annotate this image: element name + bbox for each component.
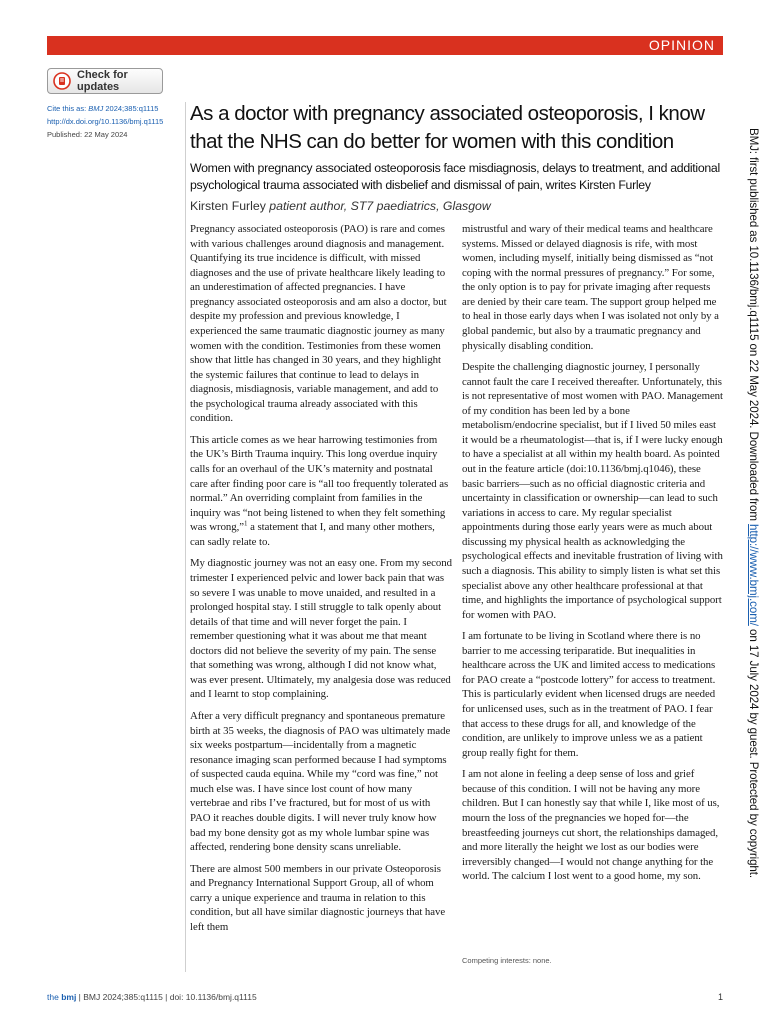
sidenote-text: on 17 July 2024 by guest. Protected by copyright. (747, 625, 760, 879)
cite-label: Cite this as: (47, 104, 89, 113)
paragraph: Despite the challenging diagnostic journey, I personally cannot fault the care I received thereafter. Unfortunately, this is not representative of most women with PAO. Management of my condition has been led by a bone metabolism/endocrine specialist, but if I lived 50 miles east it would be a rheumatologist—that is, if I were lucky enough to have a specialist at all within my health board. As pointed out in the feature article (doi:10.1136/bmj.q1046), these basic barriers—such as no official diagnostic criteria and uncertainty in classification or ownership—can lead to such variations in access to care. My regular specialist appointments during those early years were as much about discussing my physical health as acknowledging the psychological effects and inevitable frustration of living with such a diagnosis. This ability to simply listen is what set this specialist above any other healthcare professional at that time, and highlights the importance of psychological support for women with PAO. (462, 361, 723, 621)
byline (190, 199, 720, 213)
paragraph-text: a statement that I, and many other mothers, can sadly relate to. (190, 521, 435, 548)
paragraph: I am not alone in feeling a deep sense of loss and grief because of this condition. I will not be having any more children. But I can honestly say that while I, like most of us, mourn the loss of the pregnancies we hoped for—the breastfeeding journeys cut short, the relationships damaged, and more literally the height we lost as our bodies were irreversibly changed—I would not change anything for the world. The calcium I lost went to a good home, my son. (462, 768, 720, 883)
published-date: Published: 22 May 2024 (47, 130, 128, 139)
page-footer (47, 992, 257, 1002)
author-name: Kirsten Furley (190, 199, 266, 213)
check-for-updates-button[interactable] (47, 68, 163, 94)
body-column-left (190, 222, 452, 941)
paragraph: Pregnancy associated osteoporosis (PAO) is rare and comes with various challenges around diagnosis and management. Quantifying its true incidence is difficult, with missed diagnoses and the use of private healthcare likely leading to an underestimation of affected pregnancies. I have pregnancy associated osteoporosis and am also a doctor, but despite my profession and previous knowledge, I experienced the same traumatic diagnostic journey as many women with the condition. Testimonies from these women show that little has changed in 30 years, and they highlight the systemic failures that continue to lead to delays in diagnosis, misdiagnosis, variable management, and add to the psychological trauma already associated with this condition. (190, 223, 447, 425)
page-number: 1 (718, 992, 724, 1002)
paragraph-text: This article comes as we hear harrowing testimonies from the UK’s Birth Trauma inquiry. This long overdue inquiry calls for an overhaul of the UK’s maternity and postnatal care after finding poor care is “all too frequently tolerated as normal.” An overriding complaint from families in the inquiry was “not being listened to when they felt something was wrong,” (190, 433, 449, 534)
paragraph: There are almost 500 members in our private Osteoporosis and Pregnancy International Support Group, all of whom carry a unique experience and trauma in relation to this condition, but all have similar diagnostic journeys that have left them (190, 862, 446, 933)
section-label: OPINION (648, 37, 715, 53)
section-banner (47, 36, 723, 55)
cite-journal[interactable]: BMJ (88, 104, 104, 113)
article-title: As a doctor with pregnancy associated osteoporosis, I know that the NHS can do better for women with this condition (190, 102, 705, 153)
reference-marker[interactable]: 1 (244, 519, 248, 528)
sidenote-text: BMJ: first published as 10.1136/bmj.q1115 on 22 May 2024. Downloaded from (747, 128, 760, 525)
article-standfirst: Women with pregnancy associated osteoporosis face misdiagnosis, delays to treatment, and additional psychological trauma associated with disbelief and dismissal of pain, writes Kirsten Furley (190, 161, 720, 192)
column-divider (185, 102, 186, 972)
footer-citation: | BMJ 2024;385:q1115 | doi: 10.1136/bmj.q1115 (76, 992, 257, 1002)
brand-logo: bmj (61, 992, 77, 1002)
paragraph: I am fortunate to be living in Scotland where there is no barrier to me accessing teriparatide. But inequalities in healthcare across the UK and limited access to medications for PAO create a “postcode lottery” for access to treatment. This is particularly evident when licensed drugs are needed for unlicensed uses, such as in the treatment of PAO. I fear that access to these drugs for all, and knowledge of the condition, are unlikely to improve unless we as a patient group really fight for them. (462, 630, 716, 759)
paragraph: My diagnostic journey was not an easy one. From my second trimester I experienced pelvic and lower back pain that was so severe I was unable to move unaided, and resulted in a prolonged hospital stay. I still struggle to talk openly about details of that time and will never forget the pain. I remember questioning what it was about me that meant doctors did not believe the severity of my pain. The sense that something was wrong, although I did not know what, was ever present. Ultimately, my analgesia dose was reduced and I learnt to stop complaining. (190, 557, 452, 701)
cite-ref[interactable]: 2024;385:q1115 (103, 104, 159, 113)
citation (47, 102, 182, 115)
competing-interests: Competing interests: none. (462, 956, 552, 965)
brand-prefix: the (47, 992, 62, 1002)
check-for-updates-label: Check for updates (77, 69, 128, 93)
bmj-site-link[interactable]: http://www.bmj.com/ (747, 524, 760, 626)
doi-link[interactable]: http://dx.doi.org/10.1136/bmj.q1115 (47, 117, 164, 126)
author-role: patient author, ST7 paediatrics, Glasgow (269, 199, 491, 213)
paragraph (190, 433, 452, 550)
article-meta (47, 102, 182, 141)
paragraph: After a very difficult pregnancy and spontaneous premature birth at 35 weeks, the diagnosis of PAO was ultimately made six weeks postpartum—incidentally from a magnetic resonance imaging scan performed because I had symptoms of suspected cauda equina. While my “cord was fine,” not much else was. I have since lost count of how many vertebrae and ribs I’ve fractured, but for most of us with PAO it reaches double digits. I will never truly know how bad my bone density got as my whole lumbar spine was affected, rendering bone density scans unreliable. (190, 710, 451, 854)
copyright-sidenote (747, 128, 760, 878)
body-column-right (462, 222, 724, 891)
update-check-icon (53, 72, 71, 90)
paragraph: mistrustful and wary of their medical teams and healthcare systems. Missed or delayed diagnosis is rife, with most women, including myself, initially being dismissed as “not coping with the normal pressures of pregnancy.” For some, the only option is to pay for private imaging after requests are denied by their care team. The support group helped me to heal in those early days when I was isolated not only by a global pandemic, but also by a traumatic pregnancy and physically disabling condition. (462, 223, 719, 352)
